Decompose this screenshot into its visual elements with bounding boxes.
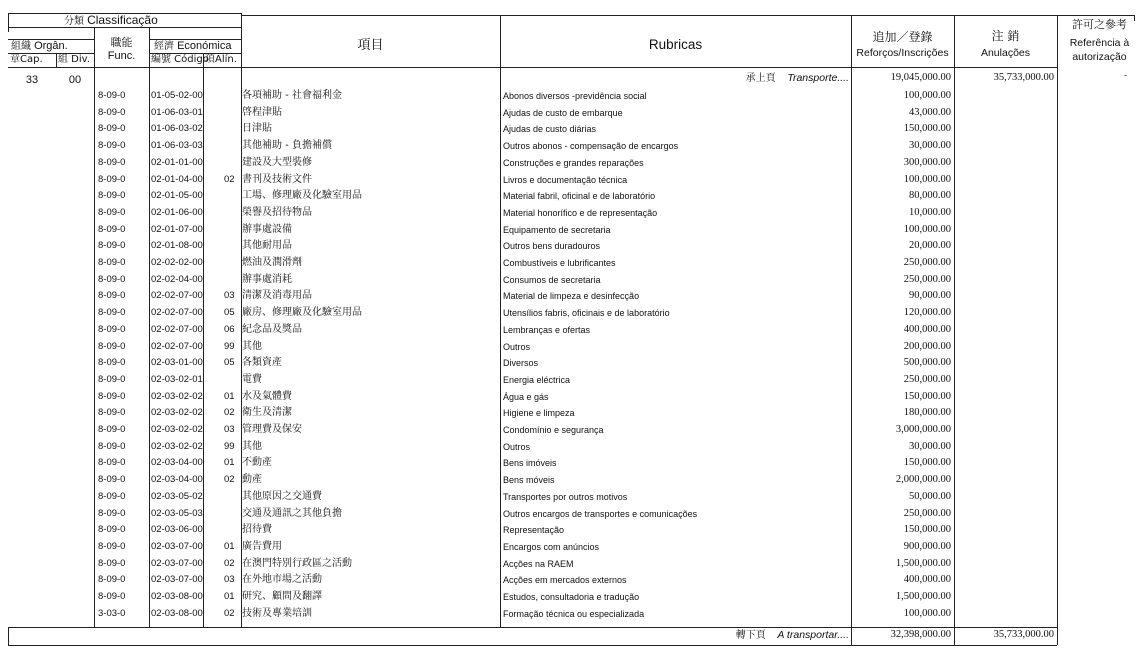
transport-in-label-zh: 承上頁 (745, 73, 776, 84)
cell-func: 8-09-0 (98, 123, 126, 135)
cell-amount: 3,000,000.00 (895, 424, 951, 435)
cell-pt: Higiene e limpeza (503, 408, 575, 419)
cell-pt: Energia eléctrica (503, 374, 571, 385)
cell-zh: 辦事處設備 (242, 223, 292, 235)
cell-func: 8-09-0 (98, 257, 126, 268)
cell-amount: 250,000.00 (903, 257, 951, 268)
cell-pt: Utensílios fabris, oficinais e de laboratório (503, 308, 670, 319)
cell-zh: 工場、修理廠及化驗室用品 (242, 190, 362, 202)
cell-code: 01-05-02-00 (151, 90, 203, 101)
cell-func: 8-09-0 (98, 340, 126, 352)
cell-zh: 其他 (242, 340, 262, 352)
cell-code: 02-03-04-00 (151, 474, 203, 486)
cell-func: 8-09-0 (98, 407, 126, 419)
cell-code: 02-03-06-00 (151, 524, 203, 536)
cell-pt: Outros abonos - compensação de encargos (503, 141, 679, 152)
cell-alin: 99 (224, 440, 235, 452)
cell-code: 02-02-07-00 (151, 323, 203, 335)
cell-zh: 其他 (242, 440, 262, 452)
cell-pt: Outros (503, 341, 531, 352)
header-xiangmu: 項目 (357, 38, 384, 53)
cell-code: 02-03-02-01 (151, 373, 203, 385)
cell-alin: 05 (224, 307, 235, 319)
cell-zh: 交通及通訊之其他負擔 (242, 507, 342, 519)
cell-alin: 03 (224, 424, 235, 435)
cell-func: 8-09-0 (98, 424, 126, 435)
cell-func: 8-09-0 (98, 173, 126, 185)
cell-func: 8-09-0 (98, 290, 126, 302)
cell-func: 8-09-0 (98, 190, 126, 202)
cell-zh: 水及氣體費 (242, 390, 292, 402)
cell-zh: 廠房、修理廠及化驗室用品 (242, 307, 362, 319)
cell-amount: 300,000.00 (903, 156, 951, 168)
cell-code: 02-03-07-00 (151, 557, 203, 569)
header-economica-pt: Económica (177, 40, 232, 52)
cell-pt: Combustíveis e lubrificantes (503, 258, 616, 268)
cell-func: 8-09-0 (98, 106, 126, 118)
table-row (8, 422, 1057, 439)
transport-in-label (708, 72, 849, 85)
cell-amount: 150,000.00 (903, 457, 951, 469)
cell-code: 02-02-07-00 (151, 307, 203, 319)
table-row (8, 539, 1057, 556)
cell-func: 8-09-0 (98, 474, 126, 486)
cell-code: 02-01-01-00 (151, 156, 203, 168)
cell-alin: 02 (224, 474, 235, 486)
cell-amount: 100,000.00 (903, 90, 951, 101)
transport-out-label-pt: A transportar.... (777, 629, 849, 641)
cell-func: 8-09-0 (98, 323, 126, 335)
cell-alin: 02 (224, 607, 235, 619)
rule (8, 627, 9, 646)
table-row (8, 105, 1057, 122)
rule (241, 15, 1135, 16)
table-row (8, 322, 1057, 339)
cell-code: 02-02-04-00 (151, 273, 203, 285)
transport-in-anulacoes: 35,733,000.00 (993, 72, 1054, 83)
header-organica-pt: Orgân. (34, 40, 68, 52)
cell-zh: 管理費及保安 (242, 424, 302, 435)
cell-zh: 其他原因之交通費 (242, 490, 322, 502)
cell-zh: 各項補助 - 社會福利金 (242, 90, 342, 101)
cell-alin: 99 (224, 340, 235, 352)
header-anulacoes-zh: 注 銷 (991, 29, 1020, 43)
cell-code: 02-03-08-00 (151, 607, 203, 619)
cell-func: 8-09-0 (98, 140, 126, 152)
cell-pt: Ajudas de custo diárias (503, 124, 597, 135)
table-row (8, 138, 1057, 155)
cell-code: 02-03-07-00 (151, 574, 203, 586)
table-row (8, 155, 1057, 172)
cell-code: 02-01-05-00 (151, 190, 203, 202)
rule (1057, 15, 1058, 645)
header-organica (11, 40, 68, 53)
table-row (8, 272, 1057, 289)
cell-amount: 50,000.00 (909, 490, 951, 502)
header-classificacao-pt: Classificação (87, 13, 158, 27)
table-row (8, 405, 1057, 422)
cell-code: 02-03-02-02 (151, 407, 203, 419)
cell-code: 02-01-04-00 (151, 173, 203, 185)
cell-code: 02-03-08-00 (151, 591, 203, 602)
header-reforcos-pt: Reforços/Inscrições (856, 47, 949, 59)
cell-amount: 100,000.00 (903, 223, 951, 235)
cell-amount: 400,000.00 (903, 323, 951, 335)
transport-out-label (698, 629, 849, 642)
header-economica-zh: 經濟 (154, 41, 174, 52)
cell-pt: Lembranças e ofertas (503, 324, 591, 335)
cell-pt: Diversos (503, 358, 539, 369)
cell-amount: 1,500,000.00 (895, 591, 951, 602)
cell-func: 8-09-0 (98, 591, 126, 602)
cell-amount: 100,000.00 (903, 607, 951, 619)
budget-table (8, 13, 1142, 646)
table-row (8, 305, 1057, 322)
table-row (8, 389, 1057, 406)
header-rubricas: Rubricas (648, 37, 703, 52)
cell-amount: 1,500,000.00 (895, 557, 951, 569)
header-referencia-zh: 許可之參考 (1072, 18, 1127, 31)
cell-zh: 研究、顧問及翻譯 (242, 591, 322, 602)
cell-func: 8-09-0 (98, 557, 126, 569)
cell-amount: 400,000.00 (903, 574, 951, 586)
header-classificacao (64, 14, 158, 28)
cell-code: 02-01-08-00 (151, 240, 203, 252)
header-funcional-pt: Func. (107, 50, 136, 62)
cell-pt: Representação (503, 525, 565, 536)
cell-code: 02-03-02-02 (151, 424, 203, 435)
table-row (8, 222, 1057, 239)
cell-alin: 01 (224, 390, 235, 402)
header-divisao: 組 Div. (58, 54, 90, 65)
cell-pt: Equipamento de secretaria (503, 224, 611, 235)
cell-amount: 250,000.00 (903, 507, 951, 519)
rule (8, 67, 1057, 68)
cell-func: 8-09-0 (98, 90, 126, 101)
table-row (8, 472, 1057, 489)
cell-alin: 03 (224, 290, 235, 302)
cell-amount: 100,000.00 (903, 173, 951, 185)
rule (8, 627, 1057, 628)
table-row (8, 572, 1057, 589)
cell-func: 8-09-0 (98, 307, 126, 319)
table-row (8, 556, 1057, 573)
cell-pt: Material de limpeza e desinfecção (503, 291, 640, 302)
cell-zh: 榮譽及招待物品 (242, 206, 312, 218)
cell-func: 8-09-0 (98, 357, 126, 369)
cell-pt: Acções na RAEM (503, 558, 574, 569)
cell-code: 02-03-05-02 (151, 490, 203, 502)
header-codigo: 編號 Código (151, 54, 209, 65)
table-row (8, 506, 1057, 523)
cell-zh: 其他耐用品 (242, 240, 292, 252)
table-row (8, 372, 1057, 389)
cell-pt: Acções em mercados externos (503, 575, 627, 586)
cell-pt: Bens imóveis (503, 458, 557, 469)
cell-func: 8-09-0 (98, 524, 126, 536)
cell-func: 8-09-0 (98, 240, 126, 252)
table-row (8, 288, 1057, 305)
cell-code: 01-06-03-03 (151, 140, 203, 152)
header-economica (154, 40, 231, 53)
header-referencia-pt-1: Referência à (1069, 37, 1130, 49)
cell-code: 02-03-02-02 (151, 440, 203, 452)
cell-alin: 01 (224, 591, 235, 602)
header-reforcos-zh: 追加／登錄 (872, 30, 933, 44)
cell-pt: Água e gás (503, 391, 549, 402)
cell-pt: Outros encargos de transportes e comunicações (503, 508, 698, 519)
cell-zh: 電費 (242, 373, 262, 385)
cell-zh: 清潔及消毒用品 (242, 290, 312, 302)
cell-pt: Estudos, consultadoria e tradução (503, 592, 640, 602)
cell-alin: 02 (224, 407, 235, 419)
cell-amount: 20,000.00 (909, 240, 951, 252)
transport-in-reference: - (1124, 70, 1127, 80)
table-row (8, 339, 1057, 356)
cell-zh: 建設及大型裝修 (242, 156, 312, 168)
cell-code: 02-03-04-00 (151, 457, 203, 469)
cell-amount: 2,000,000.00 (895, 474, 951, 486)
org-cap: 33 (25, 74, 39, 86)
cell-pt: Ajudas de custo de embarque (503, 107, 623, 118)
cell-zh: 不動產 (242, 457, 272, 469)
cell-zh: 紀念品及獎品 (242, 323, 302, 335)
cell-amount: 150,000.00 (903, 123, 951, 135)
cell-func: 8-09-0 (98, 540, 126, 552)
cell-func: 8-09-0 (98, 206, 126, 218)
cell-code: 02-03-07-00 (151, 540, 203, 552)
cell-zh: 衛生及清潔 (242, 407, 292, 419)
rule (8, 645, 1057, 646)
cell-code: 02-02-07-00 (151, 290, 203, 302)
cell-zh: 招待費 (242, 524, 272, 536)
cell-amount: 250,000.00 (903, 373, 951, 385)
cell-pt: Outros bens duradouros (503, 241, 601, 252)
cell-zh: 啓程津貼 (242, 106, 282, 118)
cell-amount: 80,000.00 (909, 190, 951, 202)
cell-amount: 200,000.00 (903, 340, 951, 352)
transport-out-reforcos: 32,398,000.00 (890, 629, 951, 640)
header-anulacoes-pt: Anulações (980, 47, 1031, 59)
cell-pt: Abonos diversos -previdência social (503, 91, 647, 101)
table-row (8, 88, 1057, 105)
cell-code: 02-02-07-00 (151, 340, 203, 352)
header-funcional-zh: 職能 (110, 37, 133, 49)
cell-alin: 01 (224, 457, 235, 469)
cell-zh: 其他補助 - 負擔補償 (242, 140, 332, 152)
cell-pt: Transportes por outros motivos (503, 491, 628, 502)
cell-code: 02-01-07-00 (151, 223, 203, 235)
header-organica-zh: 組織 (11, 41, 31, 52)
header-classificacao-zh: 分類 (64, 16, 84, 27)
cell-amount: 180,000.00 (903, 407, 951, 419)
cell-alin: 02 (224, 557, 235, 569)
cell-amount: 150,000.00 (903, 390, 951, 402)
cell-func: 8-09-0 (98, 273, 126, 285)
cell-pt: Bens móveis (503, 475, 555, 486)
cell-pt: Formação técnica ou especializada (503, 608, 645, 619)
transport-in-reforcos: 19,045,000.00 (890, 72, 951, 83)
cell-amount: 250,000.00 (903, 273, 951, 285)
cell-zh: 日津貼 (242, 123, 272, 135)
cell-func: 8-09-0 (98, 223, 126, 235)
cell-amount: 900,000.00 (903, 540, 951, 552)
cell-amount: 30,000.00 (909, 440, 951, 452)
cell-pt: Livros e documentação técnica (503, 174, 628, 185)
cell-func: 8-09-0 (98, 574, 126, 586)
cell-alin: 02 (224, 173, 235, 185)
cell-zh: 書刊及技術文件 (242, 173, 312, 185)
cell-amount: 90,000.00 (909, 290, 951, 302)
table-row (8, 238, 1057, 255)
cell-alin: 06 (224, 323, 235, 335)
table-row (8, 455, 1057, 472)
cell-zh: 各類資產 (242, 357, 282, 369)
header-referencia-pt-2: autorização (1072, 51, 1127, 63)
transport-out-label-zh: 轉下頁 (735, 630, 766, 641)
cell-func: 8-09-0 (98, 440, 126, 452)
cell-zh: 在澳門特別行政區之活動 (242, 557, 352, 569)
cell-pt: Outros (503, 441, 531, 452)
cell-func: 8-09-0 (98, 457, 126, 469)
cell-pt: Consumos de secretaria (503, 274, 601, 285)
cell-alin: 05 (224, 357, 235, 369)
org-div: 00 (68, 74, 82, 86)
cell-amount: 43,000.00 (909, 106, 951, 118)
cell-func: 8-09-0 (98, 373, 126, 385)
cell-alin: 03 (224, 574, 235, 586)
cell-amount: 10,000.00 (909, 206, 951, 218)
table-row (8, 172, 1057, 189)
cell-amount: 150,000.00 (903, 524, 951, 536)
header-alinea: 項Alín. (205, 54, 237, 65)
cell-func: 8-09-0 (98, 490, 126, 502)
table-row (8, 121, 1057, 138)
cell-amount: 500,000.00 (903, 357, 951, 369)
cell-code: 02-01-06-00 (151, 206, 203, 218)
header-capitulo: 章Cap. (10, 54, 43, 65)
transport-in-label-pt: Transporte.... (787, 72, 849, 84)
table-row (8, 589, 1057, 606)
table-row (8, 489, 1057, 506)
cell-pt: Encargos com anúncios (503, 541, 600, 552)
cell-func: 8-09-0 (98, 390, 126, 402)
cell-zh: 辦事處消耗 (242, 273, 292, 285)
cell-zh: 動產 (242, 474, 262, 486)
table-row (8, 205, 1057, 222)
cell-zh: 在外地市場之活動 (242, 574, 322, 586)
cell-pt: Condomínio e segurança (503, 425, 604, 435)
table-row (8, 439, 1057, 456)
table-row (8, 188, 1057, 205)
rule (8, 13, 9, 32)
cell-zh: 廣告費用 (242, 540, 282, 552)
transport-out-anulacoes: 35,733,000.00 (993, 629, 1054, 640)
cell-alin: 01 (224, 540, 235, 552)
table-row (8, 522, 1057, 539)
cell-code: 02-03-01-00 (151, 357, 203, 369)
table-row (8, 606, 1057, 623)
cell-code: 02-02-02-00 (151, 257, 203, 268)
rule (56, 53, 57, 67)
cell-amount: 120,000.00 (903, 307, 951, 319)
cell-amount: 30,000.00 (909, 140, 951, 152)
cell-code: 01-06-03-01 (151, 106, 203, 118)
cell-func: 8-09-0 (98, 507, 126, 519)
table-row (8, 355, 1057, 372)
cell-code: 01-06-03-02 (151, 123, 203, 135)
cell-func: 8-09-0 (98, 156, 126, 168)
cell-zh: 技術及專業培訓 (242, 607, 312, 619)
table-row (8, 255, 1057, 272)
cell-pt: Construções e grandes reparações (503, 157, 644, 168)
cell-pt: Material fabril, oficinal e de laboratório (503, 191, 656, 202)
cell-zh: 燃油及潤滑劑 (242, 257, 302, 268)
cell-code: 02-03-02-02 (151, 390, 203, 402)
cell-func: 3-03-0 (98, 607, 126, 619)
cell-pt: Material honorífico e de representação (503, 207, 658, 218)
cell-code: 02-03-05-03 (151, 507, 203, 519)
